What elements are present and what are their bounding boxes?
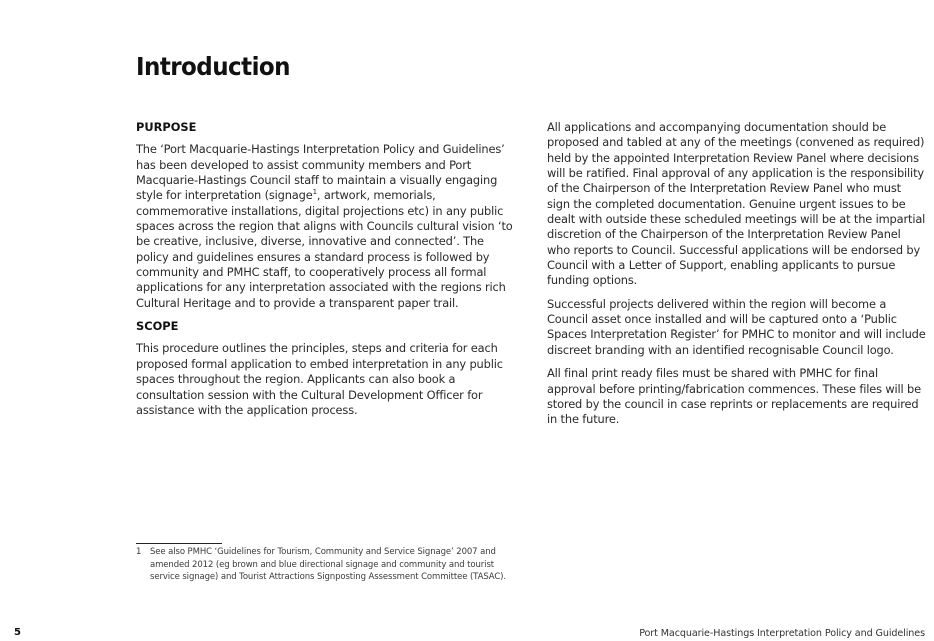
scope-heading: SCOPE bbox=[136, 319, 179, 334]
footnote-text: See also PMHC ‘Guidelines for Tourism, Community and Service Signage’ 2007 and amended 2012 (eg brown and blue directional signage and community and tourist service signage) and Tourist Attractions Signposting Assessment Committee (TASAC). bbox=[150, 547, 506, 582]
footnote bbox=[136, 546, 526, 584]
print-files-paragraph: All final print ready files must be shared with PMHC for final approval before printing/fabrication commences. These files will be stored by the council in case reprints or replacements are required in the future. bbox=[547, 366, 921, 427]
approval-paragraph: All applications and accompanying documentation should be proposed and tabled at any of the meetings (convened as required) held by the appointed Interpretation Review Panel where decisions will be ratified. Final approval of any application is the responsibility of the Chairperson of the Interpretation Review Panel who must sign the completed documentation. Genuine urgent issues to be dealt with outside these scheduled meetings will be at the impartial discretion of the Chairperson of the Interpretation Review Panel who reports to Council. Successful applications will be endorsed by Council with a Letter of Support, enabling applicants to pursue funding options. bbox=[547, 120, 926, 288]
purpose-heading: PURPOSE bbox=[136, 120, 197, 134]
purpose-text-end: , artwork, memorials, commemorative installations, digital projections etc) in any public spaces across the region that aligns with Councils cultural vision ‘to be creative, inclusive, diverse, innovative and connected’. The policy and guidelines ensures a standard process is followed by community and PMHC staff, to cooperatively process all formal applications for any interpretation associated with the regions rich Cultural Heritage and to provide a transparent paper trail. bbox=[136, 188, 513, 310]
footnote-reference: 1 bbox=[312, 188, 317, 197]
right-column bbox=[547, 120, 927, 436]
asset-register-paragraph: Successful projects delivered within the region will become a Council asset once installed and will be captured onto a ‘Public Spaces Interpretation Register’ for PMHC to monitor and will include discreet branding with an identified recognisable Council logo. bbox=[547, 296, 926, 357]
purpose-text-start: The ‘Port Macquarie-Hastings Interpretation Policy and Guidelines’ has been developed to assist community members and Port Macquarie-Hastings Council staff to maintain a visually engaging style for interpretation (signage bbox=[136, 142, 505, 203]
scope-paragraph: This procedure outlines the principles, steps and criteria for each proposed formal application to embed interpretation in any public spaces throughout the region. Applicants can also book a consultation session with the Cultural Development Officer for assistance with the application process. bbox=[136, 341, 503, 417]
left-column bbox=[136, 120, 514, 426]
footnote-divider bbox=[136, 543, 222, 544]
running-footer: Port Macquarie-Hastings Interpretation Policy and Guidelines bbox=[639, 628, 925, 639]
page-title: Introduction bbox=[136, 52, 290, 81]
footnote-number: 1 bbox=[136, 547, 142, 557]
page-number: 5 bbox=[14, 627, 21, 638]
purpose-paragraph bbox=[136, 142, 514, 311]
